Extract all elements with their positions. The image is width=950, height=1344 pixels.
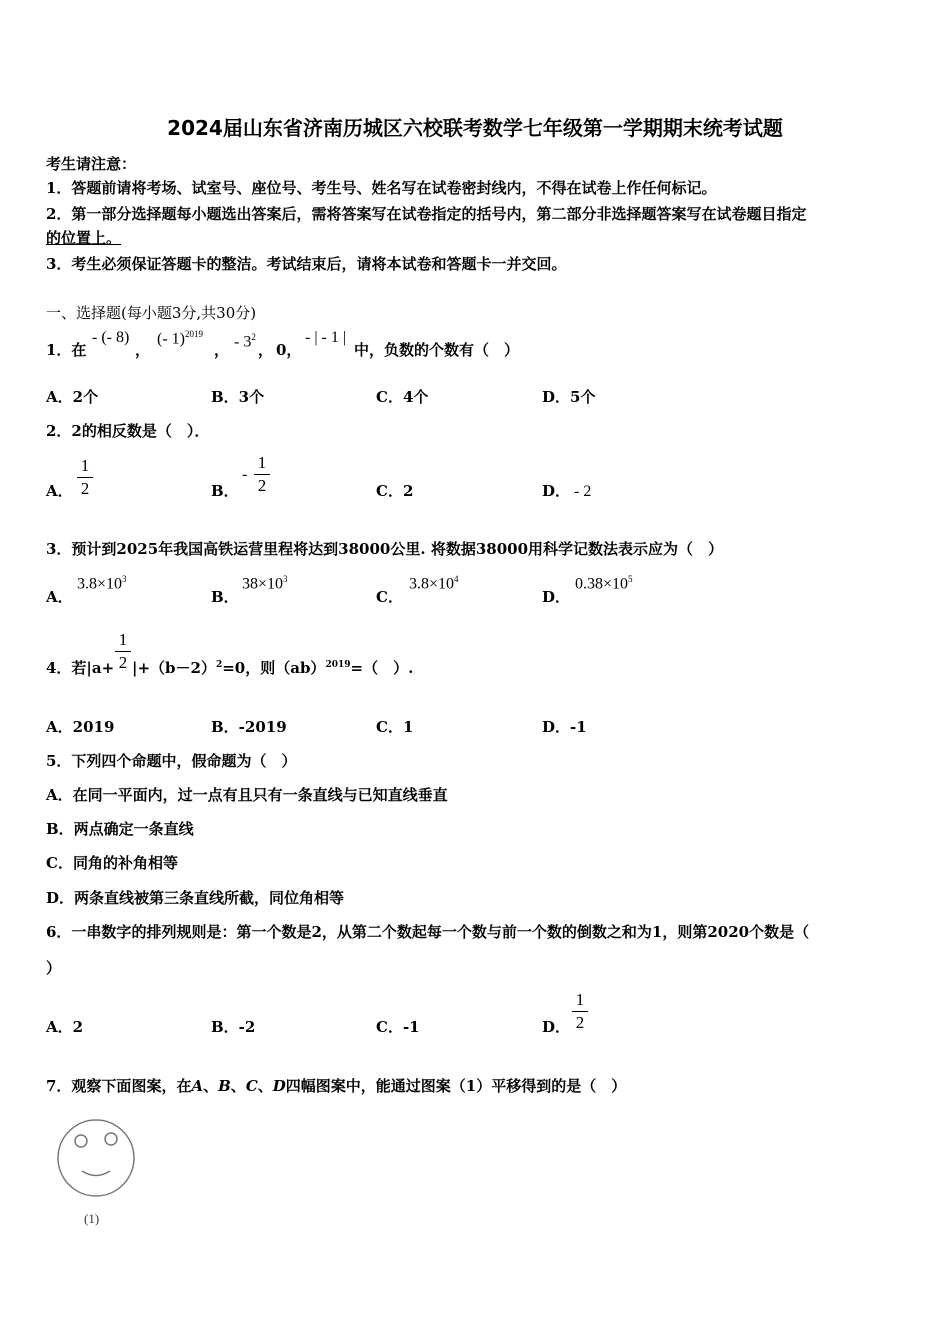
q1-zero: 0， [276, 341, 302, 359]
q4-option-d: D．-1 [542, 718, 587, 736]
q3-option-b: B． [211, 588, 239, 606]
page-title: 2024届山东省济南历城区六校联考数学七年级第一学期期末统考试题 [167, 116, 783, 140]
q2-option-b: B． [211, 482, 239, 500]
q3-a-value: $3.8\times 10^3$ [77, 574, 127, 593]
notice-item-1: 1．答题前请将考场、试室号、座位号、考生号、姓名写在试卷密封线内，不得在试卷上作任何标记。 [46, 179, 717, 197]
q1-comma-2: ， [214, 341, 230, 359]
q2-a-fraction: 1 2 [77, 457, 93, 498]
q6-option-b: B．-2 [211, 1018, 256, 1036]
q2-option-d: D． [542, 482, 571, 500]
notice-heading: 考生请注意： [46, 155, 137, 173]
q4-fraction: 1 2 [115, 631, 131, 672]
q1-option-a: A．2个 [46, 388, 99, 406]
q3-d-value: $0.38\times 10^5$ [575, 574, 633, 593]
q1-option-c: C．4个 [376, 388, 429, 406]
q6-close: ） [46, 959, 62, 977]
q6-option-d: D． [542, 1018, 571, 1036]
right-eye [105, 1133, 117, 1145]
q2-option-c: C．2 [376, 482, 414, 500]
q6-option-a: A．2 [46, 1018, 84, 1036]
q1-expr-2: (- 1)$^{2019}$ [157, 329, 203, 348]
q2-stem: 2．2的相反数是（ ）． [46, 422, 210, 440]
q4-option-a: A．2019 [46, 718, 115, 736]
q1-prefix: 1．在 [46, 341, 87, 359]
q2-b-fraction: 1 2 [254, 454, 270, 495]
q4-option-b: B．-2019 [211, 718, 287, 736]
q4-middle: $|+(b-2)^2=0$，则（ab）$^{2019}$=（ ）. [132, 659, 414, 677]
q2-b-minus: - [242, 466, 248, 483]
q4-prefix: 4．若|a+ [46, 659, 115, 677]
smile-mouth [82, 1171, 110, 1176]
q2-option-a: A． [46, 482, 73, 500]
q3-option-d: D． [542, 588, 571, 606]
q1-expr-1: - (- 8) [92, 329, 130, 346]
notice-item-2a: 2．第一部分选择题每小题选出答案后，需将答案写在试卷指定的括号内，第二部分非选择题答案写在试卷题目指定 [46, 205, 807, 223]
q3-c-value: $3.8\times 10^4$ [409, 574, 459, 593]
q5-option-c: C．同角的补角相等 [46, 854, 178, 872]
q6-stem: 6．一串数字的排列规则是：第一个数是2，从第二个数起每一个数与前一个数的倒数之和为1，则第2020个数是（ [46, 923, 810, 941]
q5-stem: 5．下列四个命题中，假命题为（ ） [46, 752, 297, 770]
q6-d-fraction: 1 2 [572, 991, 588, 1032]
section-heading: 一、选择题(每小题3分,共30分) [46, 304, 257, 322]
smiley-face-figure [52, 1114, 142, 1204]
q3-b-value: $38\times 10^3$ [242, 574, 288, 593]
notice-item-2b: 的位置上。 [46, 229, 122, 247]
q1-expr-3: - $3^2$ [234, 332, 256, 351]
q1-suffix: 中，负数的个数有（ ） [354, 341, 520, 359]
q6-option-c: C．-1 [376, 1018, 420, 1036]
notice-item-3: 3．考生必须保证答题卡的整洁。考试结束后，请将本试卷和答题卡一并交回。 [46, 255, 567, 273]
q3-option-a: A． [46, 588, 73, 606]
q1-expr-4: - | - 1 | [305, 329, 347, 346]
q5-option-a: A．在同一平面内，过一点有且只有一条直线与已知直线垂直 [46, 786, 448, 804]
q5-option-d: D．两条直线被第三条直线所截，同位角相等 [46, 889, 345, 907]
q1-comma-3: ， [258, 341, 274, 359]
q4-option-c: C．1 [376, 718, 414, 736]
figure-caption: (1) [84, 1211, 100, 1226]
q3-option-c: C． [376, 588, 403, 606]
q2-d-value: - 2 [574, 483, 592, 500]
q7-stem: 7．观察下面图案，在A、B、C、D四幅图案中，能通过图案（1）平移得到的是（ ） [46, 1077, 627, 1095]
q1-comma-1: ， [135, 341, 151, 359]
left-eye [75, 1135, 87, 1147]
q3-stem: 3．预计到2025年我国高铁运营里程将达到38000公里. 将数据38000用科学记数法表示应为（ ） [46, 540, 724, 558]
q1-option-d: D．5个 [542, 388, 596, 406]
face-outline [58, 1120, 134, 1196]
q1-option-b: B．3个 [211, 388, 265, 406]
q5-option-b: B．两点确定一条直线 [46, 820, 194, 838]
